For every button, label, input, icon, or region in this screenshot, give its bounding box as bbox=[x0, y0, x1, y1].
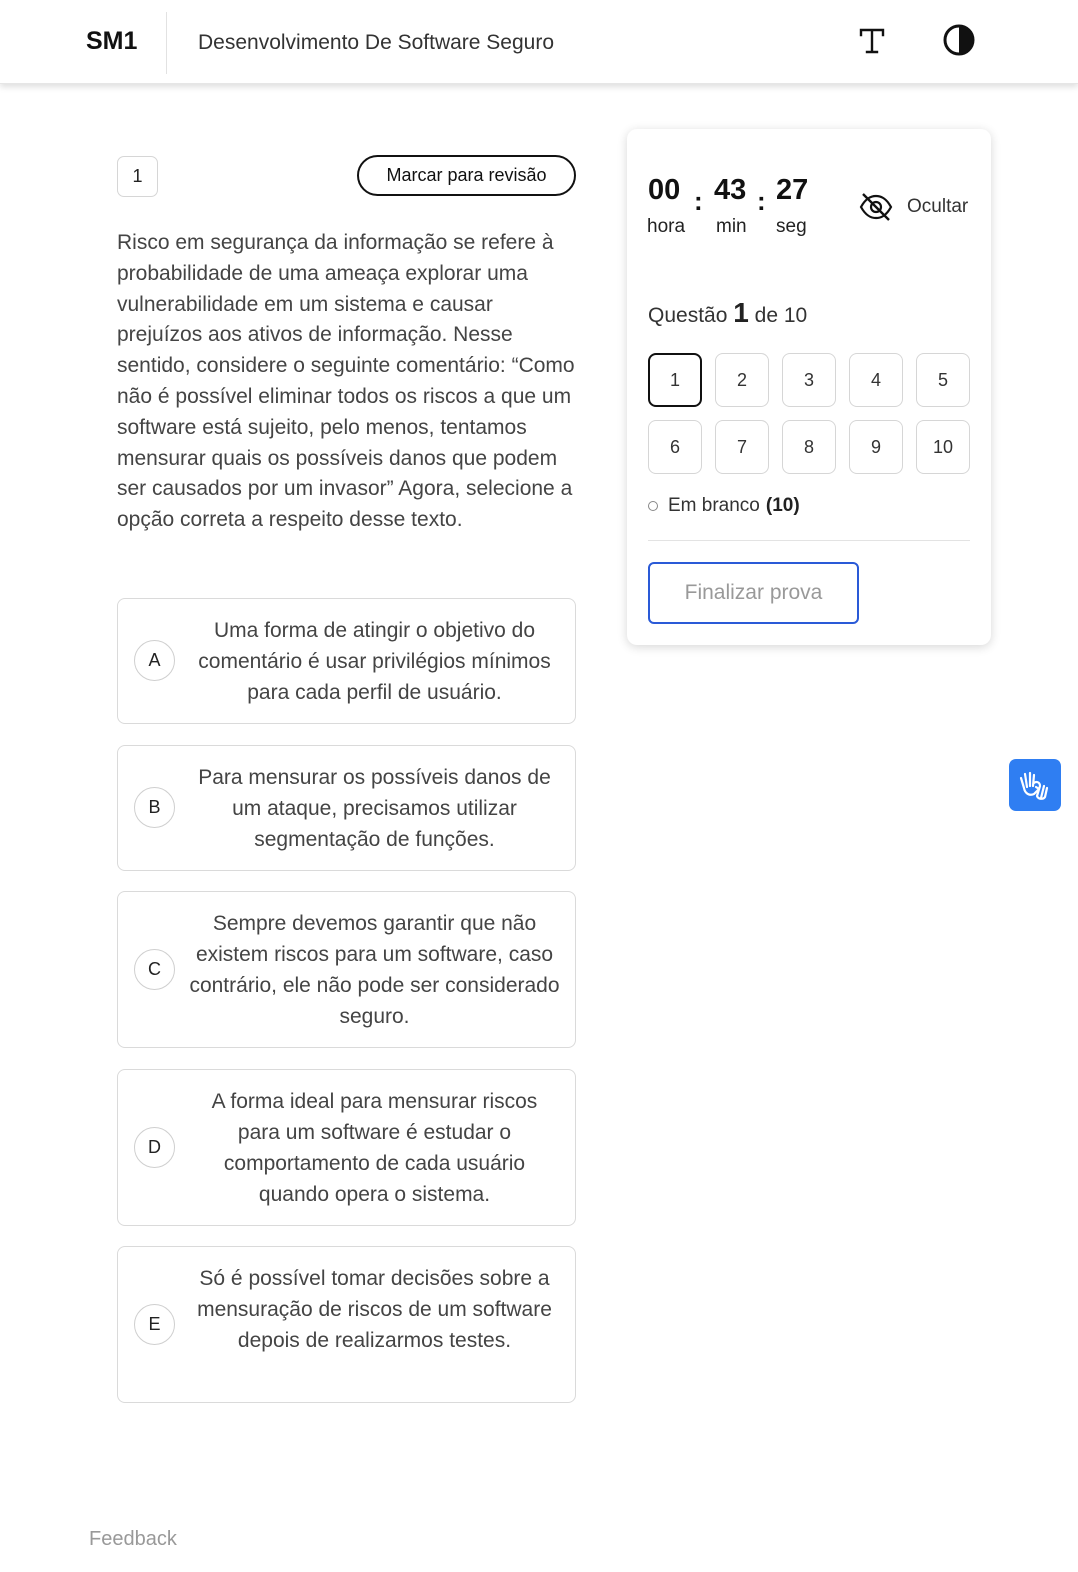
sign-language-hands-icon bbox=[1018, 768, 1052, 802]
option-text: Uma forma de atingir o objetivo do comentário é usar privilégios mínimos para cada perfil de usuário. bbox=[198, 619, 551, 704]
option-letter: C bbox=[134, 949, 175, 990]
question-nav-button[interactable]: 10 bbox=[916, 420, 970, 474]
contrast-button[interactable] bbox=[941, 22, 977, 58]
option-text: Sempre devemos garantir que não existem riscos para um software, caso contrário, ele não pode ser considerado seguro. bbox=[189, 912, 560, 1028]
option-d[interactable] bbox=[117, 1069, 576, 1226]
timer-seconds: 27 bbox=[776, 174, 809, 206]
timer-hours-label: hora bbox=[647, 216, 686, 237]
mark-for-review-button[interactable]: Marcar para revisão bbox=[357, 155, 576, 196]
question-nav-button[interactable]: 4 bbox=[849, 353, 903, 407]
question-nav-button[interactable]: 8 bbox=[782, 420, 836, 474]
question-text: Risco em segurança da informação se refere à probabilidade de uma ameaça explorar uma vulnerabilidade em um sistema e causar prejuízos aos ativos de informação. Nesse sentido, considere o seguinte comentário: “Como não é possível eliminar todos os riscos a que um software está sujeito, pelo menos, tentamos mensurar quais os possíveis danos que podem ser causados por um invasor” Agora, selecione a opção correta a respeito desse texto. bbox=[117, 231, 575, 532]
question-nav-button[interactable]: 2 bbox=[715, 353, 769, 407]
question-nav-button[interactable]: 7 bbox=[715, 420, 769, 474]
hide-timer-button[interactable] bbox=[859, 189, 968, 225]
finish-exam-button[interactable]: Finalizar prova bbox=[648, 562, 859, 624]
legend-label: Em branco bbox=[668, 495, 760, 516]
question-number: 1 bbox=[117, 156, 158, 197]
font-size-icon bbox=[858, 25, 886, 55]
hide-timer-label: Ocultar bbox=[907, 196, 969, 217]
question-nav-button[interactable]: 9 bbox=[849, 420, 903, 474]
option-text: A forma ideal para mensurar riscos para um software é estudar o comportamento de cada usuário quando opera o sistema. bbox=[211, 1090, 538, 1206]
option-letter: E bbox=[134, 1304, 175, 1345]
legend-count: (10) bbox=[765, 495, 800, 516]
blank-status-dot-icon bbox=[648, 501, 658, 511]
exam-status-panel bbox=[627, 129, 991, 645]
timer-separator: : bbox=[694, 186, 703, 216]
logo: SM1 bbox=[86, 27, 138, 55]
option-b[interactable] bbox=[117, 745, 576, 871]
option-letter: D bbox=[134, 1127, 175, 1168]
course-title: Desenvolvimento De Software Seguro bbox=[198, 31, 555, 54]
eye-off-icon bbox=[859, 192, 893, 222]
option-text: Só é possível tomar decisões sobre a mensuração de riscos de um software depois de realizarmos testes. bbox=[197, 1267, 552, 1352]
option-letter: A bbox=[134, 640, 175, 681]
option-c[interactable] bbox=[117, 891, 576, 1048]
font-size-button[interactable] bbox=[854, 22, 890, 58]
timer-hours: 00 bbox=[648, 174, 681, 206]
question-nav-button[interactable]: 1 bbox=[648, 353, 702, 407]
timer-separator: : bbox=[757, 186, 766, 216]
question-nav-button[interactable]: 6 bbox=[648, 420, 702, 474]
option-text: Para mensurar os possíveis danos de um ataque, precisamos utilizar segmentação de funções. bbox=[198, 766, 551, 851]
question-counter-current: 1 bbox=[733, 297, 749, 328]
feedback-link[interactable]: Feedback bbox=[89, 1528, 177, 1550]
timer-minutes: 43 bbox=[714, 174, 747, 206]
header-divider bbox=[166, 12, 167, 74]
question-nav-button[interactable]: 5 bbox=[916, 353, 970, 407]
option-e[interactable] bbox=[117, 1246, 576, 1403]
option-letter: B bbox=[134, 787, 175, 828]
panel-divider bbox=[648, 540, 970, 541]
blank-questions-legend bbox=[648, 495, 800, 517]
libras-accessibility-button[interactable] bbox=[1009, 759, 1061, 811]
timer-minutes-label: min bbox=[716, 216, 747, 237]
question-counter bbox=[648, 297, 807, 329]
timer-seconds-label: seg bbox=[776, 216, 807, 237]
question-nav-button[interactable]: 3 bbox=[782, 353, 836, 407]
top-header bbox=[0, 0, 1078, 84]
contrast-icon bbox=[942, 23, 976, 57]
question-counter-suffix: de 10 bbox=[754, 304, 808, 327]
option-a[interactable] bbox=[117, 598, 576, 724]
question-counter-prefix: Questão bbox=[648, 304, 728, 327]
